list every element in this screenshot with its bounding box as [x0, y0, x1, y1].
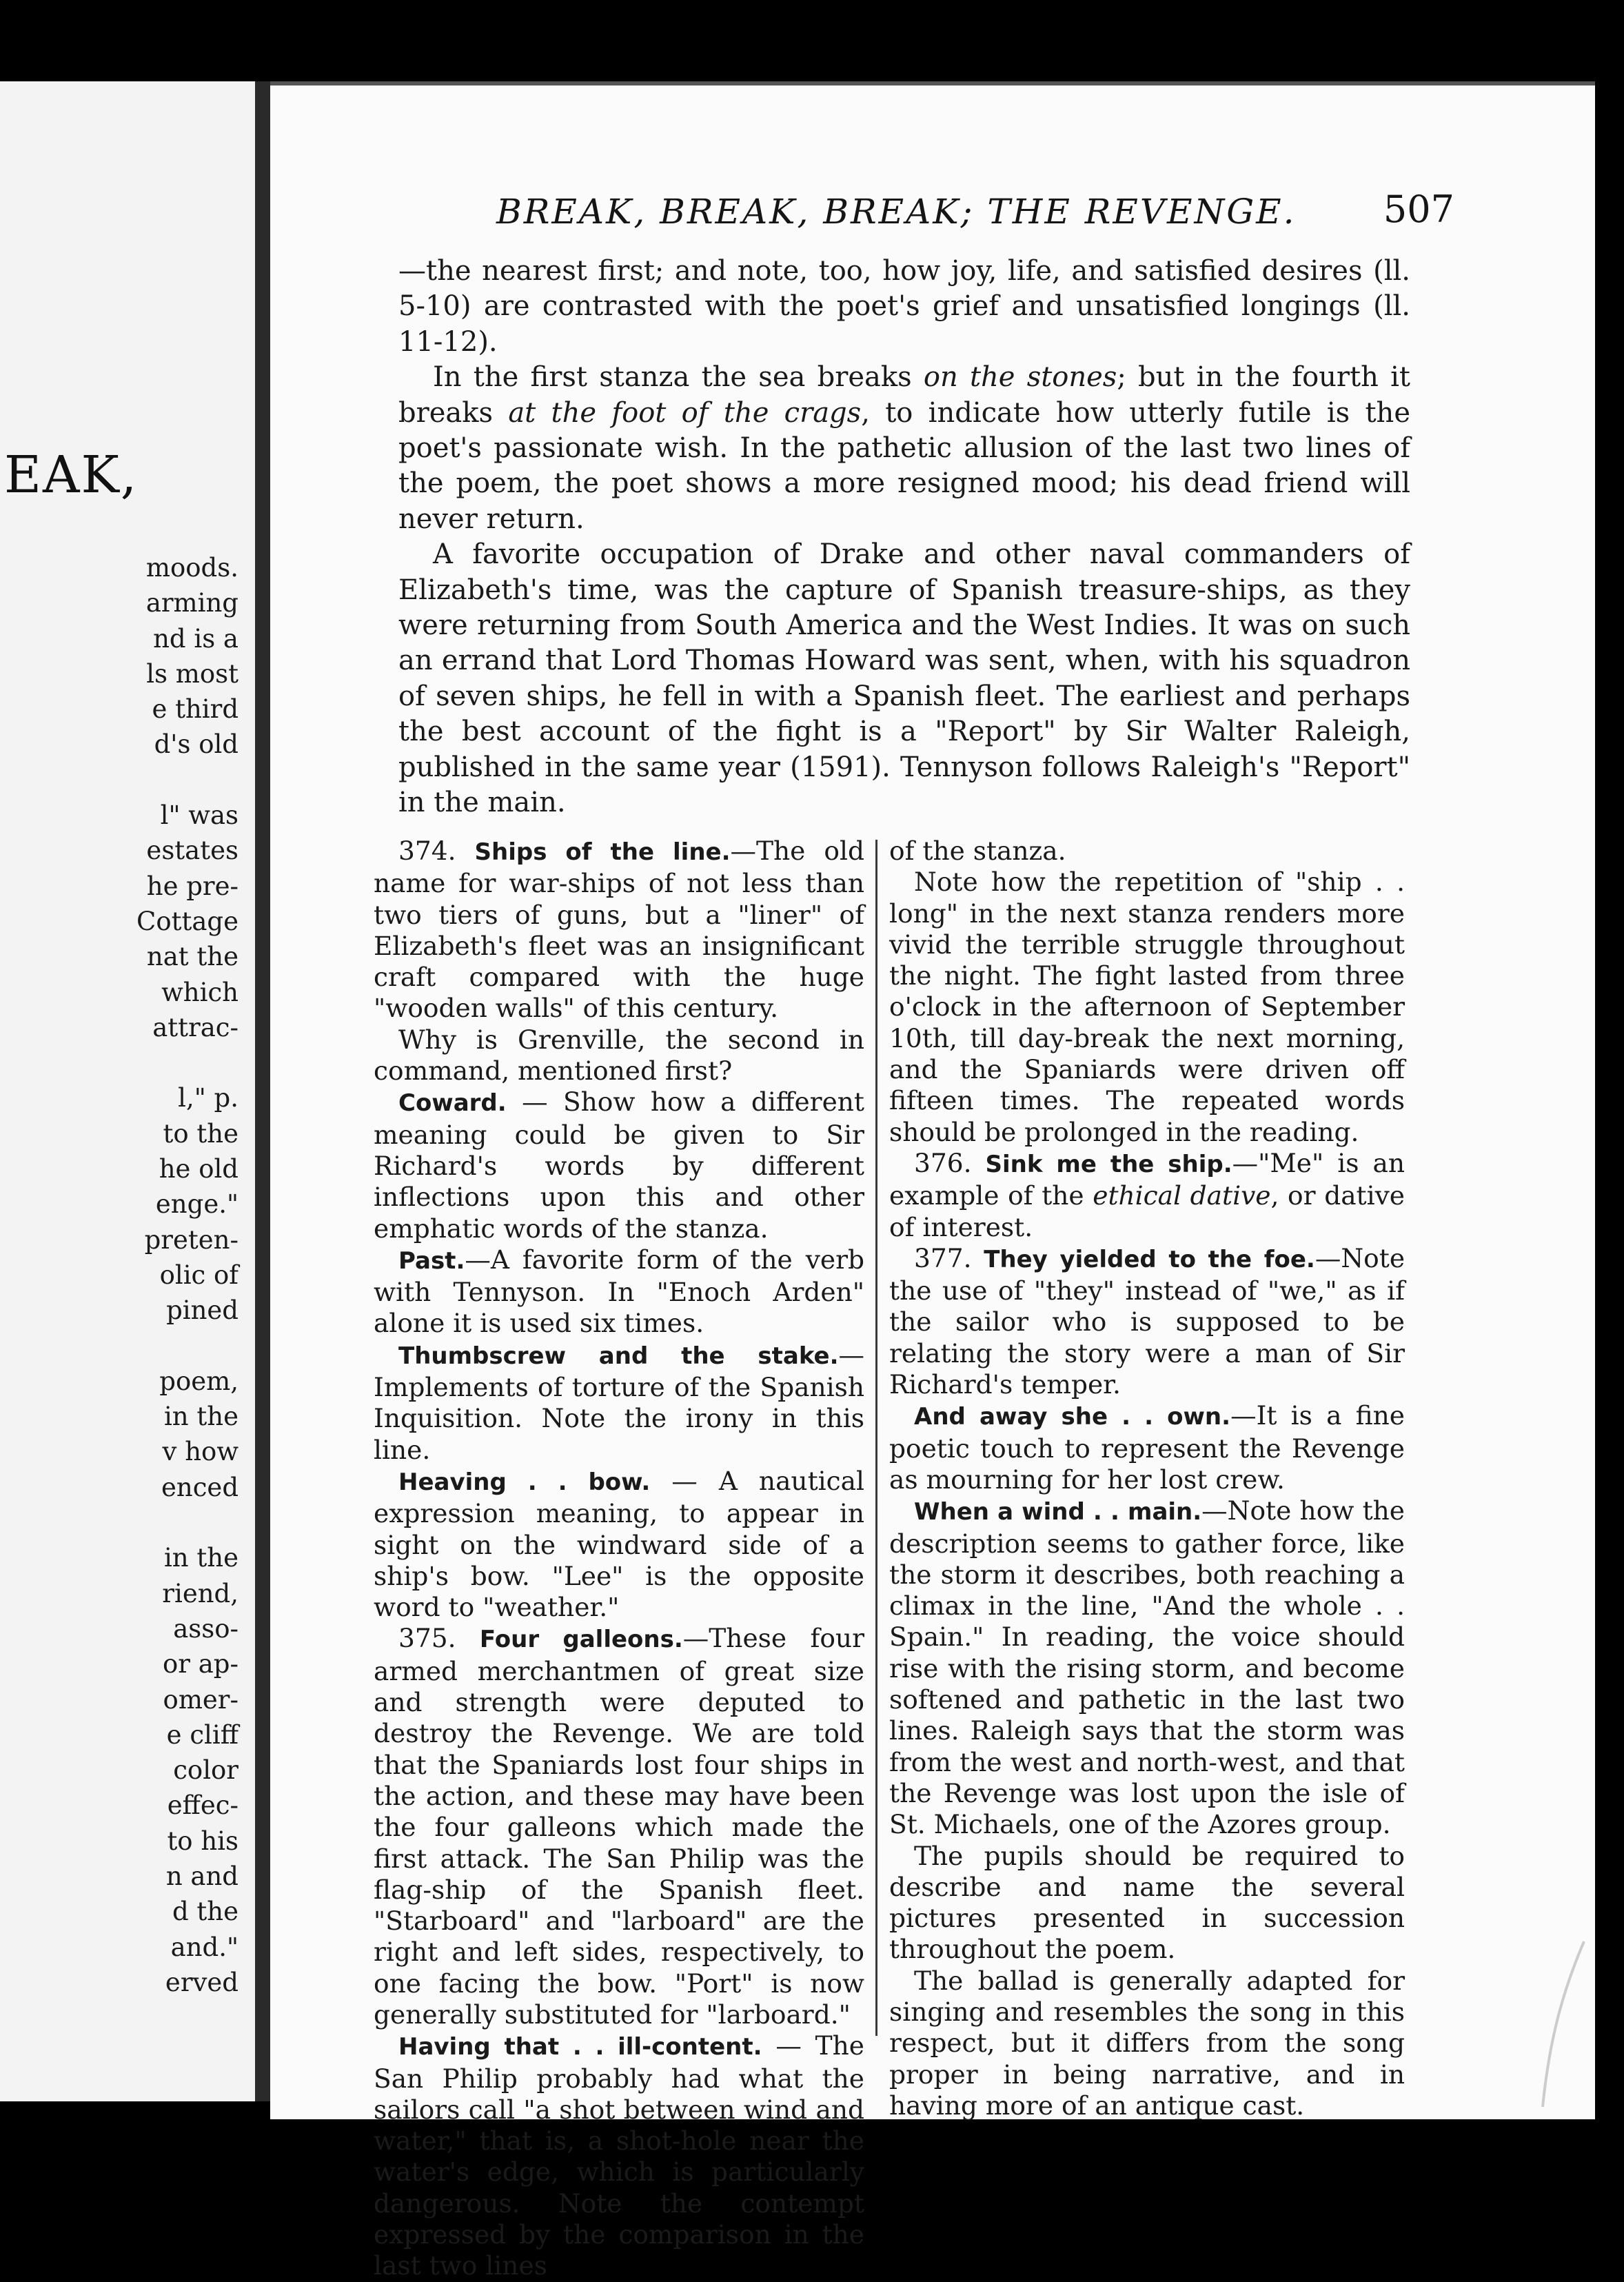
note-text: —These four armed merchantmen of great size and strength were deputed to destroy the Revenge. We are told that the Spaniards lost four ships in the action, and these may have been the four galleons which made the first attack. The San Philip was the flag-ship of the Spanish fleet. "Starboard" and "larboard" are the right and left sides, respectively, to one facing the bow. "Port" is now generally substituted for "larboard."	[374, 1623, 865, 2030]
note-entry	[374, 1466, 864, 1623]
running-title: BREAK, BREAK, BREAK; THE REVENGE.	[496, 192, 1297, 232]
note-entry	[374, 1623, 864, 2030]
italic-run: at the foot of the crags	[508, 396, 862, 429]
left-page-fragment-line: l" was	[160, 800, 238, 831]
left-page-fragment-line: color	[173, 1755, 238, 1786]
left-page-fragment-line: in the	[163, 1402, 238, 1432]
note-entry: The ballad is generally adapted for singing and resembles the song in this respect, but it differs from the song proper in being narrative, and in having more of an antique cast.	[889, 1965, 1405, 2121]
page-corner-curl-icon	[1536, 1935, 1591, 2114]
left-page-fragment-line: arming	[145, 588, 238, 618]
note-entry: of the stanza.	[889, 836, 1066, 866]
note-entry	[889, 1243, 1405, 1400]
note-text: — A nautical expression meaning, to appear in sight on the windward side of a ship's bow. "Lee" is the opposite word to "weather."	[374, 1465, 864, 1623]
left-page-fragment-line: preten-	[144, 1224, 238, 1255]
note-text: —Note how the description seems to gather force, like the storm it describes, both reaching a climax in the line, "And the whole . . Spain." In reading, the voice should rise with the rising storm, and become softened and pathetic in the last two lines. Raleigh says that the storm was from the west and north-west, and that the Revenge was lost upon the isle of St. Michaels, one of the Azores group.	[889, 1495, 1405, 1840]
left-page-fragment-line: he pre-	[146, 871, 238, 901]
note-entry: The pupils should be required to describe and name the several pictures presented in succession throughout the poem.	[889, 1840, 1405, 1965]
left-page-fragment-line: attrac-	[152, 1012, 238, 1042]
left-page-heading-fragment: EAK,	[4, 445, 139, 505]
left-page-fragment-line: poem,	[159, 1366, 238, 1396]
note-entry	[889, 1400, 1405, 1495]
left-page-fragment-line: l," p.	[178, 1083, 238, 1113]
left-page-fragment-line: moods.	[145, 553, 238, 583]
left-page-fragment-line: and."	[170, 1932, 238, 1962]
left-page-fragment-line: ls most	[146, 658, 238, 689]
note-entry	[889, 1148, 1405, 1243]
left-page-fragment-line: to his	[167, 1826, 238, 1856]
italic-run: on the stones	[923, 361, 1117, 394]
note-text: —The old name for war-ships of not less than two tiers of guns, but a "liner" of Elizabeth's fleet was an insignificant craft compared with the huge "wooden walls" of this century.	[374, 836, 864, 1024]
note-headword: Ships of the line.	[474, 838, 731, 866]
intro-paragraph: —the nearest first; and note, too, how joy, life, and satisfied desires (ll. 5-10) are contrasted with the poet's grief and unsatisfied longings (ll. 11-12).	[398, 255, 1410, 358]
text-run: , to indicate how utterly futile is the poet's passionate wish. In the pathetic allusion of the last two lines of the poem, the poet shows a more resigned mood; his dead friend will never return.	[398, 396, 1410, 535]
text-run: In the first stanza the sea breaks	[433, 361, 924, 394]
notes-column-left	[374, 836, 864, 2282]
note-headword: They yielded to the foe.	[984, 1245, 1315, 1273]
note-entry	[374, 1340, 864, 1466]
note-number: 374.	[398, 836, 456, 866]
note-headword: Having that . . ill-content.	[398, 2033, 762, 2061]
note-headword: Four galleons.	[479, 1626, 683, 1654]
note-headword: Thumbscrew and the stake.	[398, 1342, 839, 1370]
left-page-fragment-line: to the	[163, 1118, 238, 1149]
left-page-fragment-line: enced	[161, 1472, 238, 1502]
intro-paragraph: A favorite occupation of Drake and other naval commanders of Elizabeth's time, was the capture of Spanish treasure-ships, as they were returning from South America and the West Indies. It was on such an errand that Lord Thomas Howard was sent, when, with his squadron of seven ships, he fell in with a Spanish fleet. The earliest and perhaps the best account of the fight is a "Report" by Sir Walter Raleigh, published in the same year (1591). Tennyson follows Raleigh's "Report" in the main.	[398, 538, 1410, 819]
left-page-fragment-line: v how	[162, 1437, 238, 1467]
left-page-fragment-line: he old	[159, 1154, 238, 1184]
left-page-fragment-line: which	[161, 977, 238, 1007]
note-text: — Show how a different meaning could be given to Sir Richard's words by different inflections upon this and other emphatic words of the stanza.	[374, 1087, 864, 1244]
left-page-fragment-line: e cliff	[166, 1719, 238, 1750]
left-page-fragment-line: nat the	[146, 942, 238, 972]
note-entry	[374, 1244, 864, 1340]
left-page-fragment-line: in the	[163, 1543, 238, 1573]
left-page-fragment-line: d's old	[154, 729, 238, 760]
note-entry	[889, 1495, 1405, 1840]
note-number: 377.	[914, 1242, 972, 1273]
note-number: 375.	[398, 1623, 456, 1654]
note-entry: Note how the repetition of "ship . . long" in the next stanza renders more vivid the terrible struggle throughout the night. The fight lasted from three o'clock in the afternoon of September 10th, till day-break the next morning, and the Spaniards were driven off fifteen times. The repeated words should be prolonged in the reading.	[889, 867, 1405, 1147]
note-text: —"Me" is an example of the	[889, 1147, 1405, 1211]
left-page-fragment-line: n and	[165, 1861, 238, 1891]
left-page-fragment-line: omer-	[163, 1684, 238, 1715]
left-page-fragment-line: erved	[165, 1967, 238, 1997]
note-headword: Coward.	[398, 1089, 507, 1118]
left-page-fragment-line	[4, 763, 238, 798]
note-text: —Implements of torture of the Spanish Inquisition. Note the irony in this line.	[374, 1339, 864, 1465]
note-text: — The San Philip probably had what the sailors call "a shot between wind and water," that is, a shot-hole near the water's edge, which is particularly dangerous. Note the contempt expressed by the comparison in the last two lines	[374, 2030, 864, 2281]
page-number: 507	[1383, 188, 1454, 231]
note-headword: Sink me the ship.	[985, 1150, 1232, 1178]
book-gutter	[255, 81, 270, 2101]
left-page-fragment-line: asso-	[173, 1613, 238, 1644]
left-page-fragment-line: pined	[166, 1295, 238, 1326]
left-page-fragment-line: olic of	[159, 1260, 238, 1290]
left-page-fragment-line: e third	[152, 694, 238, 725]
note-text: , or dative of interest.	[889, 1180, 1405, 1242]
left-page-text-fragments	[4, 550, 238, 2000]
left-page-fragment-line	[4, 1505, 238, 1540]
running-header	[496, 188, 1454, 240]
left-page-fragment-line: estates	[146, 836, 238, 866]
left-page-fragment-line	[4, 1045, 238, 1080]
note-headword: When a wind . . main.	[914, 1498, 1202, 1526]
note-text: —A favorite form of the verb with Tennyson. In "Enoch Arden" alone it is used six times.	[374, 1244, 864, 1339]
note-number: 376.	[914, 1147, 972, 1178]
notes-column-right	[889, 836, 1405, 2121]
left-page	[0, 81, 255, 2101]
left-page-fragment-line: effec-	[167, 1790, 238, 1821]
left-page-fragment-line: nd is a	[153, 623, 238, 654]
note-text: —Note the use of "they" instead of "we," as if the sailor who is supposed to be relating the story were a man of Sir Richard's temper.	[889, 1242, 1405, 1400]
intro-text	[398, 254, 1410, 821]
intro-paragraph	[398, 360, 1410, 537]
left-page-fragment-line: or ap-	[163, 1649, 238, 1679]
note-headword: Heaving . . bow.	[398, 1468, 651, 1496]
left-page-fragment-line: d the	[172, 1897, 238, 1927]
note-entry	[374, 836, 864, 1024]
note-entry	[374, 1087, 864, 1244]
left-page-fragment-line: Cottage	[136, 906, 238, 936]
column-rule	[875, 840, 877, 2036]
left-page-fragment-line	[4, 1329, 238, 1364]
note-headword: And away she . . own.	[914, 1403, 1231, 1431]
note-headword: Past.	[398, 1246, 465, 1275]
left-page-fragment-line: riend,	[162, 1578, 238, 1608]
italic-run: ethical dative	[1093, 1180, 1271, 1211]
note-entry: Why is Grenville, the second in command, mentioned first?	[374, 1024, 864, 1087]
text-run: ; but in the fourth it breaks	[398, 361, 1410, 429]
note-entry	[374, 2030, 864, 2281]
left-page-fragment-line: enge."	[155, 1189, 238, 1220]
note-text: —It is a fine poetic touch to represent the Revenge as mourning for her lost crew.	[889, 1400, 1405, 1495]
